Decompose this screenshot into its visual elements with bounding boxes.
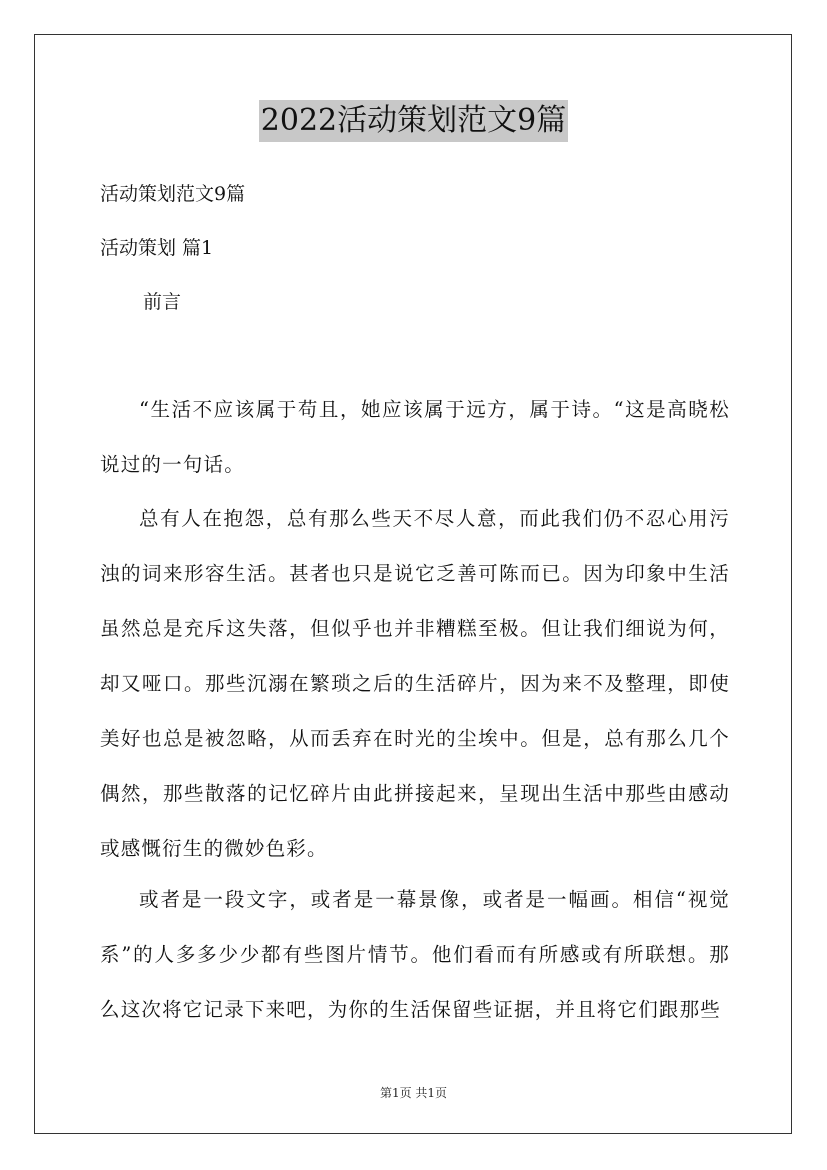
document-title: 2022活动策划范文9篇 xyxy=(259,100,568,142)
preface-heading: 前言 xyxy=(143,291,182,313)
section-heading: 活动策划 篇1 xyxy=(100,237,214,259)
page-footer: 第1页 共1页 xyxy=(379,1086,448,1100)
subtitle: 活动策划范文9篇 xyxy=(100,183,246,205)
paragraph-3: 或者是一段文字，或者是一幕景像，或者是一幅画。相信“视觉系”的人多多少少都有些图片情节。他们看而有所感或有所联想。那么这次将它记录下来吧，为你的生活保留些证据，并且将它们跟那些 xyxy=(100,888,730,1021)
paragraph-1: “生活不应该属于苟且，她应该属于远方，属于诗。“这是高晓松说过的一句话。 xyxy=(100,398,730,476)
title-container xyxy=(0,100,827,142)
paragraph-2: 总有人在抱怨，总有那么些天不尽人意，而此我们仍不忍心用污浊的词来形容生活。甚者也只是说它乏善可陈而已。因为印象中生活虽然总是充斥这失落，但似乎也并非糟糕至极。但让我们细说为何，却又哑口。那些沉溺在繁琐之后的生活碎片，因为来不及整理，即使美好也总是被忽略，从而丢弃在时光的尘埃中。但是，总有那么几个偶然，那些散落的记忆碎片由此拼接起来，呈现出生活中那些由感动或感慨衍生的微妙色彩。 xyxy=(100,507,730,860)
